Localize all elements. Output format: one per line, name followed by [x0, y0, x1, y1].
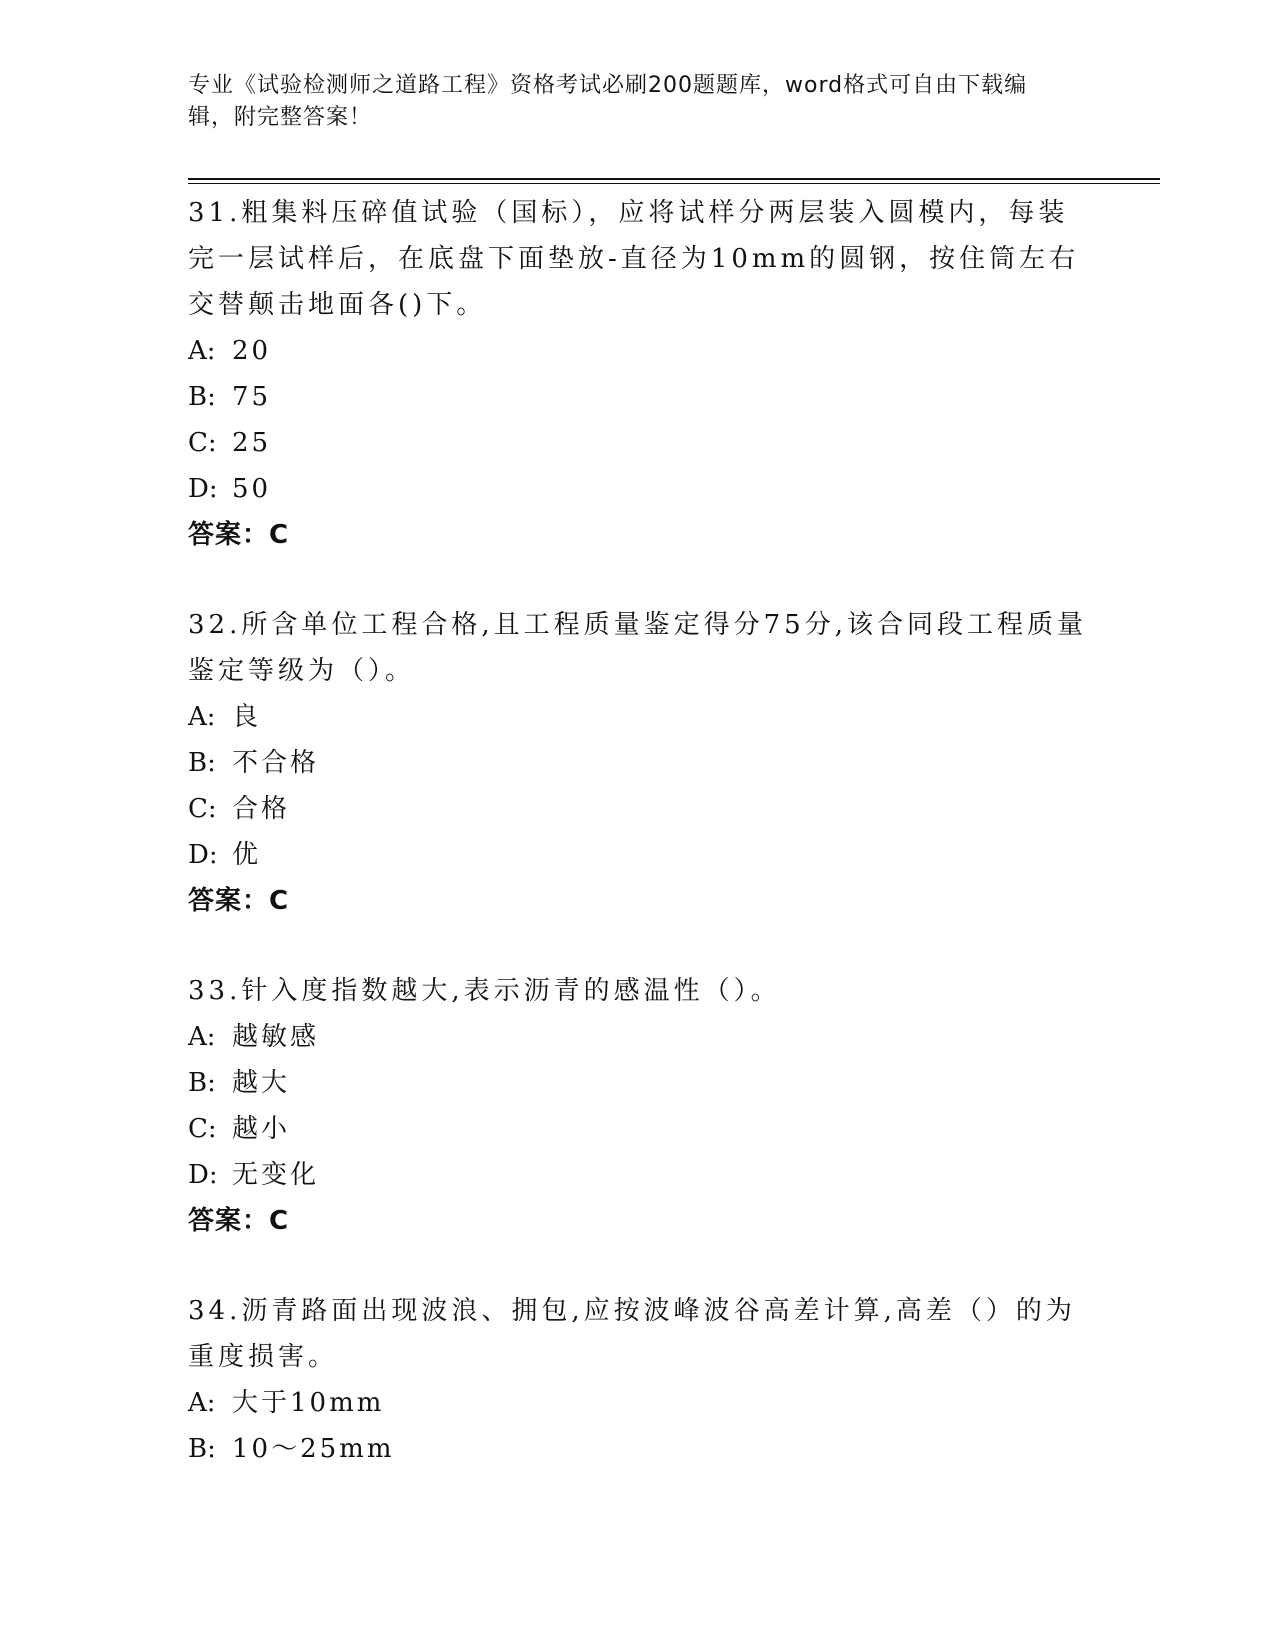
option-key: B: [188, 1434, 216, 1464]
option-text: 不合格 [232, 748, 320, 778]
option-b [188, 374, 1088, 420]
option-text: 10～25mm [232, 1434, 395, 1464]
option-key: D: [188, 1160, 218, 1190]
option-text: 良 [232, 702, 262, 732]
option-key: A: [188, 336, 216, 366]
option-text: 50 [232, 474, 272, 504]
answer-line: 答案：C [188, 1206, 290, 1236]
option-text: 越敏感 [232, 1022, 320, 1052]
option-text: 75 [232, 382, 272, 412]
answer-line: 答案：C [188, 520, 290, 550]
option-a [188, 1014, 1088, 1060]
question-31 [188, 190, 1088, 558]
option-text: 合格 [232, 794, 291, 824]
option-key: D: [188, 840, 218, 870]
question-stem: 33.针入度指数越大,表示沥青的感温性（）。 [188, 976, 781, 1006]
option-b [188, 1426, 1088, 1472]
option-text: 20 [232, 336, 272, 366]
answer-line: 答案：C [188, 886, 290, 916]
option-text: 25 [232, 428, 272, 458]
option-text: 越大 [232, 1068, 291, 1098]
option-c [188, 1106, 1088, 1152]
option-text: 优 [232, 840, 262, 870]
question-33 [188, 968, 1088, 1244]
option-text: 越小 [232, 1114, 291, 1144]
option-c [188, 420, 1088, 466]
option-c [188, 786, 1088, 832]
option-d [188, 466, 1088, 512]
question-32 [188, 602, 1088, 924]
option-d [188, 832, 1088, 878]
option-key: D: [188, 474, 218, 504]
option-b [188, 1060, 1088, 1106]
option-key: A: [188, 1388, 216, 1418]
option-key: A: [188, 1022, 216, 1052]
option-key: C: [188, 794, 217, 824]
option-text: 无变化 [232, 1160, 320, 1190]
option-a [188, 1380, 1088, 1426]
option-b [188, 740, 1088, 786]
question-34 [188, 1288, 1088, 1472]
question-stem: 32.所含单位工程合格,且工程质量鉴定得分75分,该合同段工程质量鉴定等级为（）。 [188, 610, 1087, 686]
option-d [188, 1152, 1088, 1198]
option-key: C: [188, 428, 217, 458]
option-key: C: [188, 1114, 217, 1144]
question-stem: 34.沥青路面出现波浪、拥包,应按波峰波谷高差计算,高差（）的为重度损害。 [188, 1296, 1076, 1372]
header-divider-thin [188, 183, 1160, 184]
option-key: B: [188, 382, 216, 412]
question-stem: 31.粗集料压碎值试验（国标），应将试样分两层装入圆模内，每装完一层试样后，在底盘下面垫放-直径为10mm的圆钢，按住筒左右交替颠击地面各()下。 [188, 198, 1080, 320]
option-key: B: [188, 1068, 216, 1098]
option-text: 大于10mm [232, 1388, 385, 1418]
option-a [188, 328, 1088, 374]
option-key: B: [188, 748, 216, 778]
document-header: 专业《试验检测师之道路工程》资格考试必刷200题题库，word格式可自由下载编辑，附完整答案！ [188, 73, 1028, 130]
option-key: A: [188, 702, 216, 732]
question-list [188, 190, 1088, 1516]
option-a [188, 694, 1088, 740]
header-divider-thick [188, 178, 1160, 180]
